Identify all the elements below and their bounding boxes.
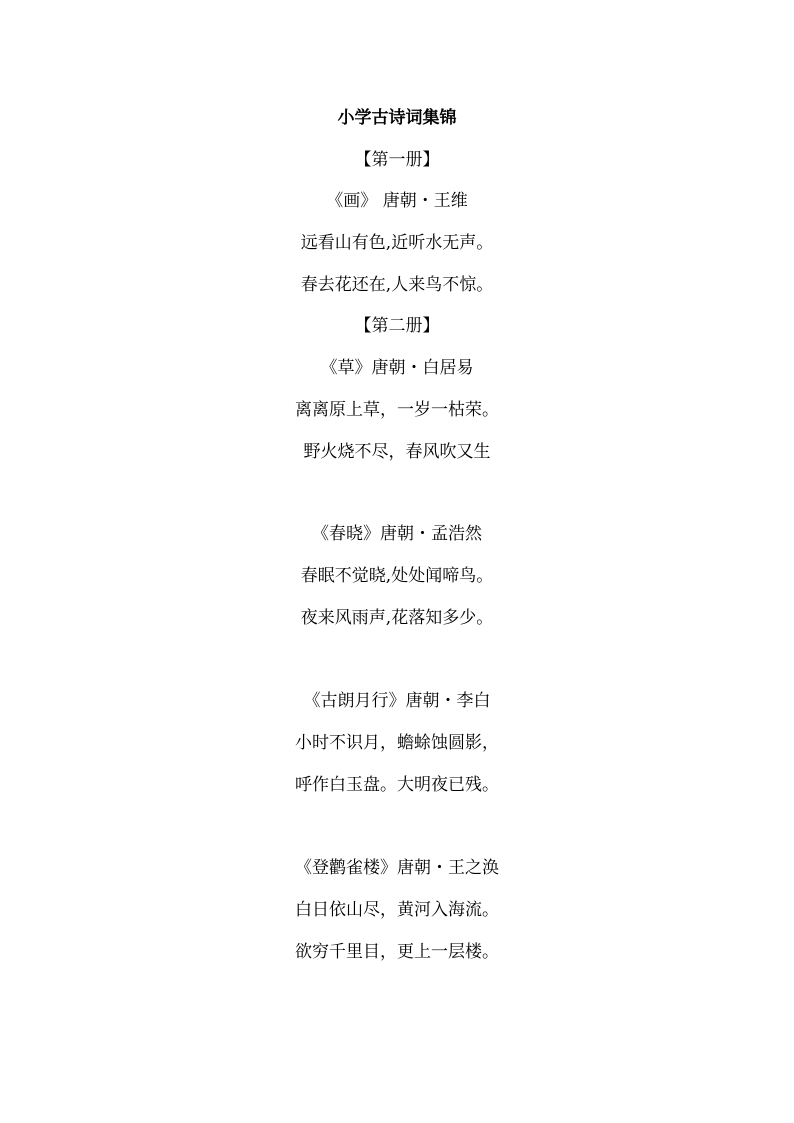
volume-heading-1: 【第一册】 [354,150,440,170]
poem-heading-hua: 《画》 唐朝・王维 [326,191,468,211]
poem-line: 呼作白玉盘。大明夜已残。 [295,775,499,795]
poem-heading-gulangyuexing: 《古朗月行》唐朝・李白 [303,691,491,711]
poem-line: 欲穷千里目，更上一层楼。 [295,942,499,962]
poem-line: 春眠不觉晓,处处闻啼鸟。 [300,566,494,586]
poem-line: 离离原上草，一岁一枯荣。 [295,400,499,420]
document-title: 小学古诗词集锦 [337,108,457,128]
poem-line: 白日依山尽，黄河入海流。 [295,900,499,920]
poem-line: 小时不识月，蟾蜍蚀圆影， [295,733,499,753]
poem-heading-chunxiao: 《春晓》唐朝・孟浩然 [312,524,482,544]
volume-heading-2: 【第二册】 [354,316,440,336]
poem-line: 夜来风雨声,花落知多少。 [300,608,494,628]
poem-heading-cao: 《草》唐朝・白居易 [320,358,474,378]
poem-heading-dengguanquelou: 《登鹳雀楼》唐朝・王之涣 [295,858,499,878]
poem-line: 远看山有色,近听水无声。 [300,233,494,253]
poem-line: 野火烧不尽，春风吹又生 [303,442,491,462]
poem-line: 春去花还在,人来鸟不惊。 [300,275,494,295]
